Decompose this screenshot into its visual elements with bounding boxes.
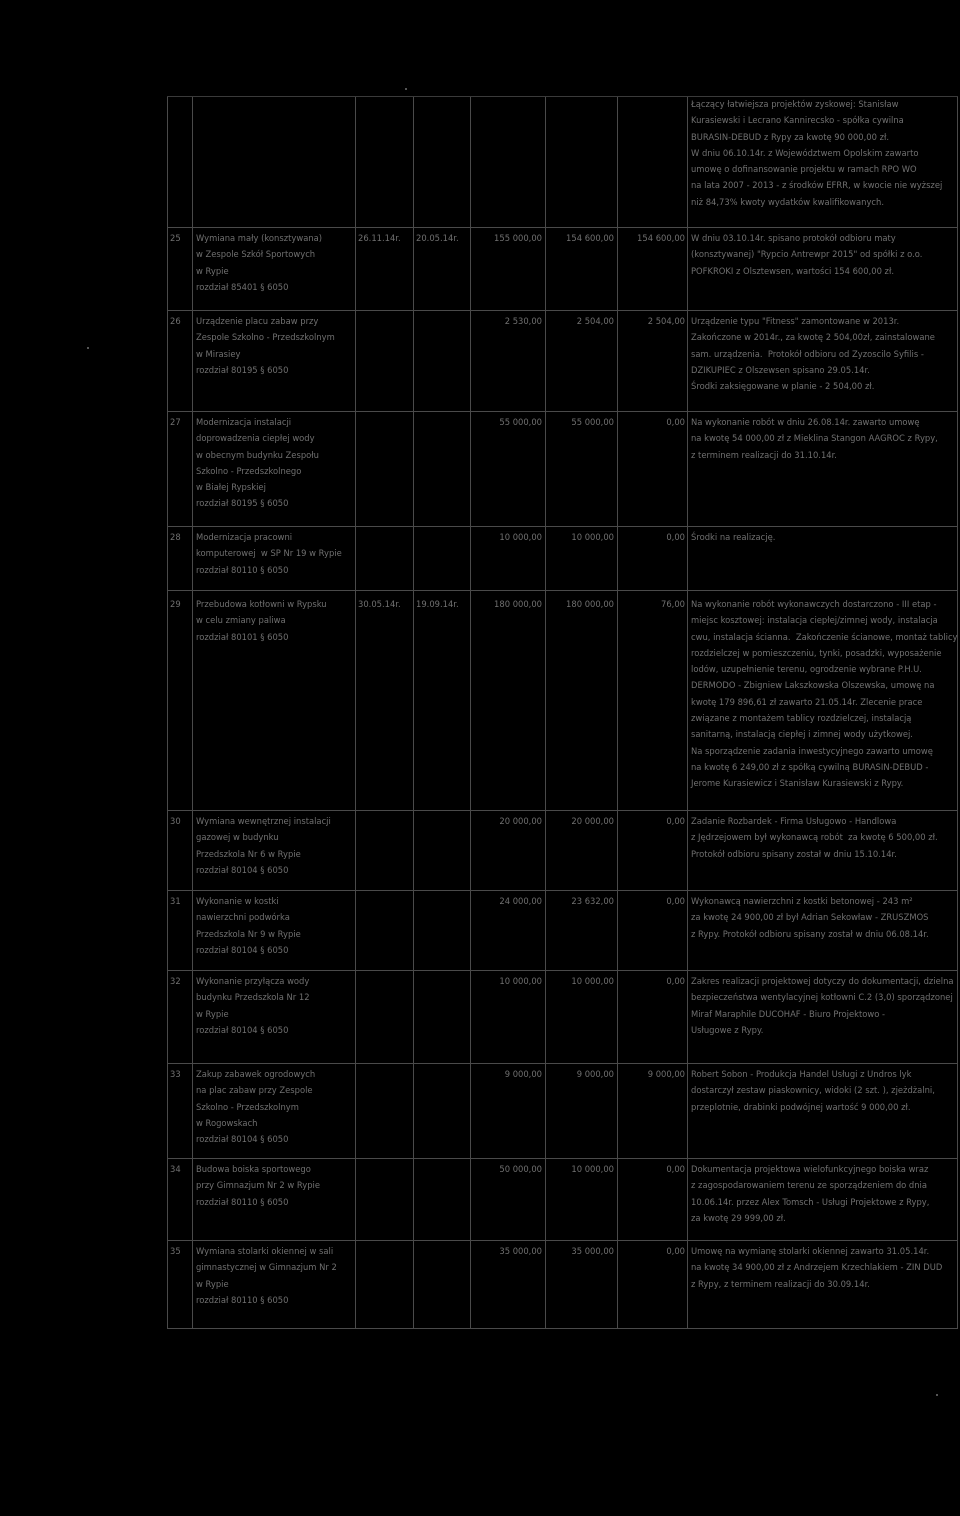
row-paid-amount: 0,00 [666, 976, 685, 986]
row-rule [167, 411, 958, 412]
row-spent-amount: 23 632,00 [571, 896, 614, 906]
row-title: Wykonanie w kostki nawierzchni podwórka Przedszkola Nr 9 w Rypie rozdział 80104 § 6050 [196, 896, 301, 955]
row-spent-amount: 10 000,00 [571, 976, 614, 986]
row-rule [167, 1240, 958, 1241]
row-planned-amount: 55 000,00 [499, 417, 542, 427]
row-number: 31 [170, 896, 181, 906]
row-paid-amount: 0,00 [666, 816, 685, 826]
row-planned-amount: 20 000,00 [499, 816, 542, 826]
row-rule [167, 526, 958, 527]
row-number: 30 [170, 816, 181, 826]
row-paid-amount: 0,00 [666, 896, 685, 906]
scan-speck [936, 1394, 938, 1396]
row-title: Wymiana wewnętrznej instalacji gazowej w budynku Przedszkola Nr 6 w Rypie rozdział 80104 § 6050 [196, 816, 331, 875]
row-spent-amount: 55 000,00 [571, 417, 614, 427]
row-spent-amount: 20 000,00 [571, 816, 614, 826]
row-notes: Urządzenie typu "Fitness" zamontowane w 2013r. Zakończone w 2014r., za kwotę 2 504,00zł, zainstalowane sam. urządzenia. Protokół odbioru od Zyzoscilo Syfilis - DZIKUPIEC z Olszewsen spisano 29.05.14r. Środki zaksięgowane w planie - 2 504,00 zł. [691, 316, 935, 392]
row-planned-amount: 35 000,00 [499, 1246, 542, 1256]
row-notes: Umowę na wymianę stolarki okiennej zawarto 31.05.14r. na kwotę 34 900,00 zł z Andrzejem Krzechlakiem - ZIN DUD z Rypy, z terminem realizacji do 30.09.14r. [691, 1246, 943, 1289]
row-title: Budowa boiska sportowego przy Gimnazjum Nr 2 w Rypie rozdział 80110 § 6050 [196, 1164, 321, 1207]
row-paid-amount: 0,00 [666, 417, 685, 427]
row-start-date: 30.05.14r. [358, 599, 401, 609]
row-spent-amount: 10 000,00 [571, 532, 614, 542]
row-planned-amount: 9 000,00 [504, 1069, 542, 1079]
row-number: 35 [170, 1246, 181, 1256]
scan-speck [87, 347, 89, 349]
row-notes: Zadanie Rozbardek - Firma Usługowo - Handlowa z Jędrzejowem był wykonawcą robót za kwotę 6 500,00 zł. Protokół odbioru spisany został w dniu 15.10.14r. [691, 816, 938, 859]
row-planned-amount: 10 000,00 [499, 532, 542, 542]
row-notes: Wykonawcą nawierzchni z kostki betonowej - 243 m² za kwotę 24 900,00 zł był Adrian Sekowław - ZRUSZMOS z Rypy. Protokół odbioru spisany został w dniu 06.08.14r. [691, 896, 929, 939]
scan-speck [405, 88, 407, 90]
row-planned-amount: 24 000,00 [499, 896, 542, 906]
row-rule [167, 890, 958, 891]
row-start-date: 26.11.14r. [358, 233, 401, 243]
row-title: Modernizacja pracowni komputerowej w SP Nr 19 w Rypie rozdział 80110 § 6050 [196, 532, 342, 575]
row-notes: Łączący łatwiejsza projektów zyskowej: Stanisław Kurasiewski i Lecrano Kannirecsko - spółka cywilna BURASIN-DEBUD z Rypy za kwotę 90 000,00 zł. W dniu 06.10.14r. z Województwem Opolskim zawarto umowę o dofinansowanie projektu w ramach RPO WO na lata 2007 - 2013 - z środków EFRR, w kwocie nie wyższej niż 84,73% kwoty wydatków kwalifikowanych. [691, 99, 943, 207]
row-rule [167, 810, 958, 811]
row-spent-amount: 180 000,00 [566, 599, 614, 609]
row-spent-amount: 10 000,00 [571, 1164, 614, 1174]
row-title: Przebudowa kotłowni w Rypsku w celu zmiany paliwa rozdział 80101 § 6050 [196, 599, 327, 642]
row-end-date: 19.09.14r. [416, 599, 459, 609]
row-rule [167, 227, 958, 228]
row-planned-amount: 10 000,00 [499, 976, 542, 986]
row-rule [167, 590, 958, 591]
row-spent-amount: 154 600,00 [566, 233, 614, 243]
row-paid-amount: 154 600,00 [637, 233, 685, 243]
column-rule-end [470, 96, 471, 1329]
row-planned-amount: 2 530,00 [504, 316, 542, 326]
row-title: Wymiana mały (konsztywana) w Zespole Szkół Sportowych w Rypie rozdział 85401 § 6050 [196, 233, 323, 292]
row-number: 34 [170, 1164, 181, 1174]
column-rule-title [355, 96, 356, 1329]
row-planned-amount: 50 000,00 [499, 1164, 542, 1174]
row-number: 27 [170, 417, 181, 427]
row-paid-amount: 9 000,00 [647, 1069, 685, 1079]
row-paid-amount: 0,00 [666, 532, 685, 542]
row-number: 32 [170, 976, 181, 986]
row-spent-amount: 9 000,00 [576, 1069, 614, 1079]
row-notes: Dokumentacja projektowa wielofunkcyjnego boiska wraz z zagospodarowaniem terenu ze sporządzeniem do dnia 10.06.14r. przez Alex Tomsch - Usługi Projektowe z Rypy, za kwotę 29 999,00 zł. [691, 1164, 930, 1223]
row-notes: Na wykonanie robót w dniu 26.08.14r. zawarto umowę na kwotę 54 000,00 zł z Mieklina Stangon AAGROC z Rypy, z terminem realizacji do 31.10.14r. [691, 417, 938, 460]
column-rule-spent [617, 96, 618, 1329]
row-rule [167, 1063, 958, 1064]
row-paid-amount: 0,00 [666, 1246, 685, 1256]
row-number: 29 [170, 599, 181, 609]
row-number: 28 [170, 532, 181, 542]
row-number: 25 [170, 233, 181, 243]
column-rule-paid [687, 96, 688, 1329]
row-title: Wykonanie przyłącza wody budynku Przedszkola Nr 12 w Rypie rozdział 80104 § 6050 [196, 976, 310, 1035]
column-rule-start [413, 96, 414, 1329]
row-notes: Robert Sobon - Produkcja Handel Usługi z Undros lyk dostarczył zestaw piaskownicy, widoki (2 szt. ), zjeżdżalni, przeplotnie, drabinki podwójnej wartość 9 000,00 zł. [691, 1069, 935, 1112]
row-rule [167, 310, 958, 311]
column-rule-no [192, 96, 193, 1329]
row-planned-amount: 180 000,00 [494, 599, 542, 609]
row-notes: Zakres realizacji projektowej dotyczy do dokumentacji, dzielna bezpieczeństwa wentylacyjnej kotłowni C.2 (3,0) sporządzonej Miraf Maraphile DUCOHAF - Biuro Projektowo - Usługowe z Rypy. [691, 976, 954, 1035]
row-paid-amount: 0,00 [666, 1164, 685, 1174]
row-number: 26 [170, 316, 181, 326]
row-end-date: 20.05.14r. [416, 233, 459, 243]
row-title: Zakup zabawek ogrodowych na plac zabaw przy Zespole Szkolno - Przedszkolnym w Rogowskach rozdział 80104 § 6050 [196, 1069, 316, 1145]
table-border-left [167, 96, 168, 1329]
row-rule [167, 970, 958, 971]
row-paid-amount: 2 504,00 [647, 316, 685, 326]
row-title: Urządzenie placu zabaw przy Zespole Szkolno - Przedszkolnym w Mirasiey rozdział 80195 § 6050 [196, 316, 335, 375]
column-rule-planned [545, 96, 546, 1329]
table-border-bottom [167, 1328, 958, 1329]
row-planned-amount: 155 000,00 [494, 233, 542, 243]
row-notes: W dniu 03.10.14r. spisano protokół odbioru maty (konsztywanej) "Rypcio Antrewpr 2015" od spółki z o.o. POFKROKI z Olsztewsen, wartości 154 600,00 zł. [691, 233, 923, 276]
row-spent-amount: 35 000,00 [571, 1246, 614, 1256]
row-paid-amount: 76,00 [661, 599, 685, 609]
row-notes: Środki na realizację. [691, 532, 776, 542]
row-title: Wymiana stolarki okiennej w sali gimnastycznej w Gimnazjum Nr 2 w Rypie rozdział 80110 § 6050 [196, 1246, 337, 1305]
row-number: 33 [170, 1069, 181, 1079]
row-spent-amount: 2 504,00 [576, 316, 614, 326]
row-rule [167, 1158, 958, 1159]
row-title: Modernizacja instalacji doprowadzenia ciepłej wody w obecnym budynku Zespołu Szkolno - Przedszkolnego w Białej Rypskiej rozdział 80195 § 6050 [196, 417, 319, 509]
row-notes: Na wykonanie robót wykonawczych dostarczono - III etap - miejsc kosztowej: instalacja ciepłej/zimnej wody, instalacja cwu, instalacja ścianna. Zakończenie ścianowe, montaż tablicy rozdzielczej w pomieszczeniu, tynki, posadzki, wyposażenie lodów, uzupełnienie terenu, ogrodzenie wybrane P.H.U. DERMODO - Zbigniew Lakszkowska Olszewska, umowę na kwotę 179 896,61 zł zawarto 21.05.14r. Zlecenie prace związane z montażem tablicy rozdzielczej, instalacją sanitarną, instalacją ciepłej i zimnej wody użytkowej. Na sporządzenie zadania inwestycyjnego zawarto umowę na kwotę 6 249,00 zł z spółką cywilną BURASIN-DEBUD - Jerome Kurasiewicz i Stanisław Kurasiewski z Rypy. [691, 599, 958, 789]
